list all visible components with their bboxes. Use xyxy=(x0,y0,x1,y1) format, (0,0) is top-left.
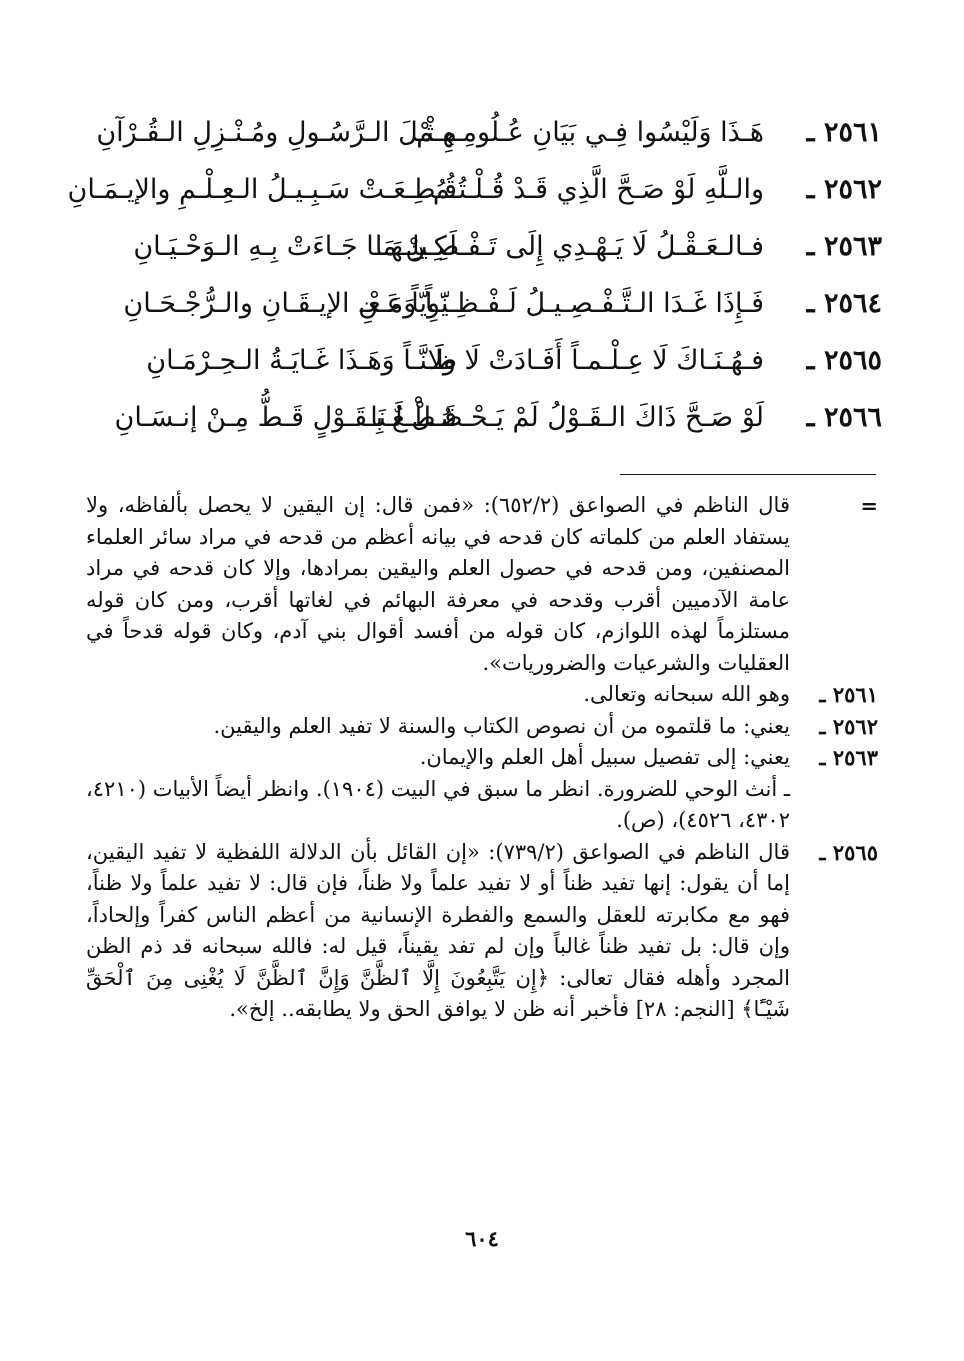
verse-first-hemistich: فـهُـنَـاكَ لَا عِـلْـمـاً أَفَـادَتْ لَا ولَا xyxy=(427,345,764,376)
footnote-marker: ٢٥٦٣ ـ xyxy=(819,745,878,770)
verse-second-hemistich: مِـثْـلَ الـرَّسُـولِ ومُـنْـزِلِ الـقُـرْآنِ xyxy=(96,117,457,148)
verse-first-hemistich: هَـذَا وَلَيْسُوا فِـي بَيَانِ عُـلُومِـهِـمْ xyxy=(416,117,764,148)
footnote-text: قال الناظم في الصواعق (٦٥٢/٢): «فمن قال: إن اليقين لا يحصل بألفاظه، ولا يستفاد العلم من كلماته كان قدحه في بيانه أعظم من قدحه في مراد سائر العلماء المصنفين، ومن قدحه في حصول العلم واليقين بمرادها، وإلا كان قدحه في مراد عامة الآدميين أقرب وقدحه في معرفة البهائم في لغاتها أقرب، ومن كان قوله مستلزماً لهذه اللوازم، كان قوله من أفسد أقوال بني آدم، وكان قوله قدحاً في العقليات والشرعيات والضروريات». xyxy=(86,493,790,675)
verse-first-hemistich: فـالـعَـقْـلُ لَا يَـهْـدِي إِلَى تَـفْـصِـيلِـهَـا xyxy=(374,231,764,262)
verse-number: ٢٥٦٥ ـ xyxy=(806,345,882,376)
footnote xyxy=(86,837,878,1026)
poem-verses xyxy=(67,104,882,446)
footnote xyxy=(86,490,878,679)
verse-row xyxy=(82,332,882,389)
verse-second-hemistich: قُـطِـعَـتْ سَـبِـيـلُ الـعِـلْـمِ والإيـمَـانِ xyxy=(67,174,457,205)
footnote-text: يعني: إلى تفصيل سبيل أهل العلم والإيمان. xyxy=(419,745,790,769)
footnote xyxy=(86,711,878,743)
footnotes xyxy=(86,490,878,1026)
verse-row xyxy=(82,218,882,275)
verse-number: ٢٥٦١ ـ xyxy=(806,117,882,148)
verse-first-hemistich: فَـإِذَا غَـدَا الـتَّـفْـصِـيـلُ لَـفْـظِـيّـاً وَمَـعْـ xyxy=(359,288,764,319)
footnote-marker: ٢٥٦١ ـ xyxy=(819,682,878,707)
verse-row xyxy=(82,389,882,446)
footnote-text: قال الناظم في الصواعق (٧٣٩/٢): «إن القائل بأن الدلالة اللفظية لا تفيد اليقين، إما أن يقول: إنها تفيد ظناً أو لا تفيد علماً ولا ظناً، فإن قال: لا تفيد علماً ولا ظناً، فهو مع مكابرته للعقل والسمع والفطرة الإنسانية من أعظم الناس كفراً وإلحاداً، وإن قال: بل تفيد ظناً غالباً وإن لم تفد يقيناً، قيل له: فالله سبحانه قد ذم الظن المجرد وأهله فقال تعالى: ﴿إِن يَتَّبِعُونَ إِلَّا ٱلظَّنَّ وَإِنَّ ٱلظَّنَّ لَا يُغْنِى مِنَ ٱلْحَقِّ شَيْـًٔا﴾ [النجم: ٢٨] فأخبر أنه ظن لا يوافق الحق ولا يطابقه.. إلخ». xyxy=(86,839,790,1021)
verse-second-hemistich: لَكِـنْ مَـا جَـاءَتْ بِـهِ الـوَحْـيَـانِ xyxy=(133,231,457,262)
footnote-text: يعني: ما قلتموه من أن نصوص الكتاب والسنة لا تفيد العلم واليقين. xyxy=(213,713,790,738)
verse-number: ٢٥٦٢ ـ xyxy=(806,174,882,205)
verse-number: ٢٥٦٦ ـ xyxy=(806,402,882,433)
footnote-marker: ٢٥٦٢ ـ xyxy=(819,713,878,739)
verse-first-hemistich: لَوْ صَـحَّ ذَاكَ الـقَـوْلُ لَمْ يَـحْـصُـلْ لَـنَا xyxy=(370,402,764,433)
verse-row xyxy=(67,161,882,218)
footnote xyxy=(86,679,878,711)
verse-second-hemistich: ـنَوِيّاً عَـنِ الإيـقَـانِ والـرُّجْـحَـانِ xyxy=(123,288,457,319)
footnote-marker: = xyxy=(860,493,878,518)
footnote-separator xyxy=(620,474,876,475)
verse-row xyxy=(82,275,882,332)
footnote-text: وهو الله سبحانه وتعالى. xyxy=(583,682,790,706)
verse-number: ٢٥٦٤ ـ xyxy=(806,288,882,319)
footnote-marker: ٢٥٦٥ ـ xyxy=(819,839,878,865)
page-number: ٦٠٤ xyxy=(465,1226,499,1251)
footnote-text: ـ أنث الوحي للضرورة. انظر ما سبق في البيت (١٩٠٤). وانظر أيضاً الأبيات (٤٢١٠، ٤٣٠٢، ٤٥٢٦)، (ص). xyxy=(86,776,790,832)
footnote xyxy=(86,742,878,774)
verse-second-hemistich: قَـطْـعٌ بِـقَـوْلٍ قَـطُّ مِـنْ إنـسَـانِ xyxy=(114,402,457,433)
footnote xyxy=(86,774,878,837)
verse-second-hemistich: ظَـنَّـاً وَهَـذَا غَـايَـةُ الـحِـرْمَـانِ xyxy=(146,345,457,376)
verse-first-hemistich: والـلَّهِ لَوْ صَـحَّ الَّذِي قَـدْ قُـلْـتُـمُ xyxy=(432,174,764,205)
verse-row xyxy=(82,104,882,161)
verse-number: ٢٥٦٣ ـ xyxy=(806,231,882,262)
